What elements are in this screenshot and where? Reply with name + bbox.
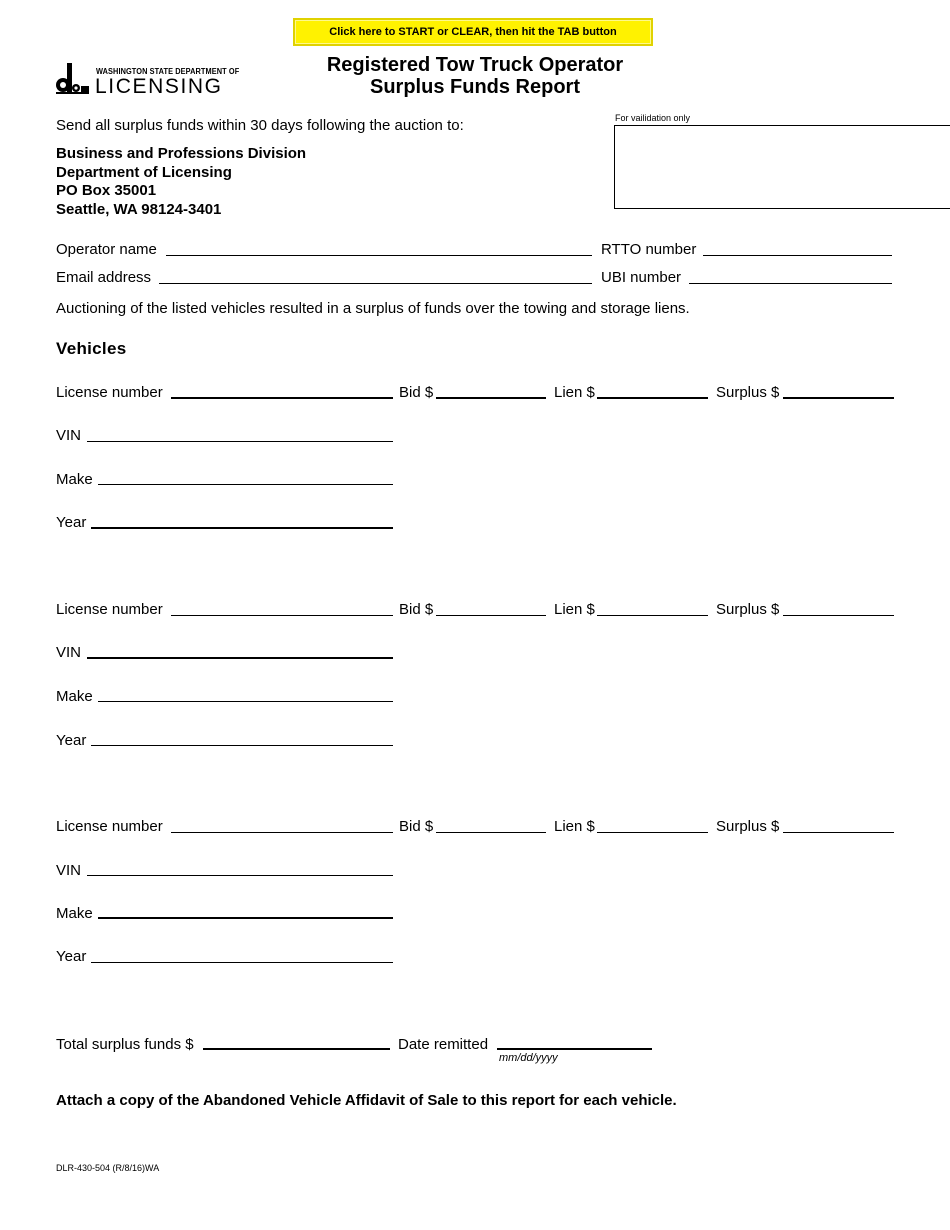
address-line: Department of Licensing xyxy=(56,163,232,181)
date-format-hint: mm/dd/yyyy xyxy=(499,1052,558,1064)
mailing-address xyxy=(56,145,306,219)
validation-label: For vailidation only xyxy=(615,113,691,123)
validation-box xyxy=(614,125,950,209)
vin-field[interactable] xyxy=(87,441,393,442)
vin-label: VIN xyxy=(56,427,82,444)
ubi-number-field[interactable] xyxy=(689,283,892,284)
total-surplus-field[interactable] xyxy=(203,1048,390,1050)
vin-field[interactable] xyxy=(87,875,393,876)
vin-label: VIN xyxy=(56,862,82,879)
dol-logo xyxy=(56,63,240,98)
bid-label: Bid $ xyxy=(399,601,434,618)
total-surplus-label: Total surplus funds $ xyxy=(56,1036,194,1053)
license-number-field[interactable] xyxy=(171,397,393,399)
form-id: DLR-430-504 (R/8/16)WA xyxy=(56,1163,160,1173)
lien-field[interactable] xyxy=(597,397,708,399)
surplus-label: Surplus $ xyxy=(716,601,780,618)
surplus-label: Surplus $ xyxy=(716,818,780,835)
year-field[interactable] xyxy=(91,962,393,963)
license-number-label: License number xyxy=(56,384,163,401)
bid-field[interactable] xyxy=(436,832,546,833)
agency-name-big: LICENSING xyxy=(95,75,223,98)
lien-label: Lien $ xyxy=(554,384,595,401)
surplus-field[interactable] xyxy=(783,615,894,616)
year-label: Year xyxy=(56,514,87,531)
operator-name-label: Operator name xyxy=(56,241,157,258)
date-remitted-field[interactable] xyxy=(497,1048,652,1050)
make-label: Make xyxy=(56,905,93,922)
date-remitted-label: Date remitted xyxy=(398,1036,489,1053)
lien-field[interactable] xyxy=(597,615,708,616)
bid-label: Bid $ xyxy=(399,384,434,401)
start-clear-button[interactable]: Click here to START or CLEAR, then hit the TAB button xyxy=(293,18,653,46)
email-address-label: Email address xyxy=(56,269,152,286)
dol-logo-icon xyxy=(56,63,92,95)
attach-note: Attach a copy of the Abandoned Vehicle Affidavit of Sale to this report for each vehicle. xyxy=(56,1092,677,1109)
bid-field[interactable] xyxy=(436,615,546,616)
title-line-1: Registered Tow Truck Operator xyxy=(326,54,624,76)
make-field[interactable] xyxy=(98,701,393,702)
make-label: Make xyxy=(56,688,93,705)
ubi-number-label: UBI number xyxy=(601,269,682,286)
surplus-label: Surplus $ xyxy=(716,384,780,401)
title-line-2: Surplus Funds Report xyxy=(370,76,580,98)
license-number-label: License number xyxy=(56,818,163,835)
rtto-number-field[interactable] xyxy=(703,255,892,256)
rtto-number-label: RTTO number xyxy=(601,241,697,258)
year-label: Year xyxy=(56,948,87,965)
lien-field[interactable] xyxy=(597,832,708,833)
auction-statement: Auctioning of the listed vehicles resulted in a surplus of funds over the towing and storage liens. xyxy=(56,300,690,317)
email-address-field[interactable] xyxy=(159,283,592,284)
license-number-label: License number xyxy=(56,601,163,618)
surplus-field[interactable] xyxy=(783,397,894,399)
license-number-field[interactable] xyxy=(171,615,393,616)
address-line: PO Box 35001 xyxy=(56,182,157,199)
surplus-field[interactable] xyxy=(783,832,894,833)
operator-name-field[interactable] xyxy=(166,255,592,256)
lien-label: Lien $ xyxy=(554,601,595,618)
vin-label: VIN xyxy=(56,644,82,661)
year-label: Year xyxy=(56,732,87,749)
bid-label: Bid $ xyxy=(399,818,434,835)
page-title xyxy=(270,54,680,98)
vehicles-heading: Vehicles xyxy=(56,339,127,358)
make-field[interactable] xyxy=(98,484,393,485)
agency-name-small: WASHINGTON STATE DEPARTMENT OF xyxy=(96,67,240,76)
year-field[interactable] xyxy=(91,745,393,746)
license-number-field[interactable] xyxy=(171,832,393,833)
lien-label: Lien $ xyxy=(554,818,595,835)
vin-field[interactable] xyxy=(87,657,393,659)
address-line: Business and Professions Division xyxy=(56,145,307,162)
bid-field[interactable] xyxy=(436,397,546,399)
make-field[interactable] xyxy=(98,917,393,919)
year-field[interactable] xyxy=(91,527,393,529)
address-line: Seattle, WA 98124-3401 xyxy=(56,200,222,218)
send-instructions: Send all surplus funds within 30 days following the auction to: xyxy=(56,117,464,134)
make-label: Make xyxy=(56,471,93,488)
